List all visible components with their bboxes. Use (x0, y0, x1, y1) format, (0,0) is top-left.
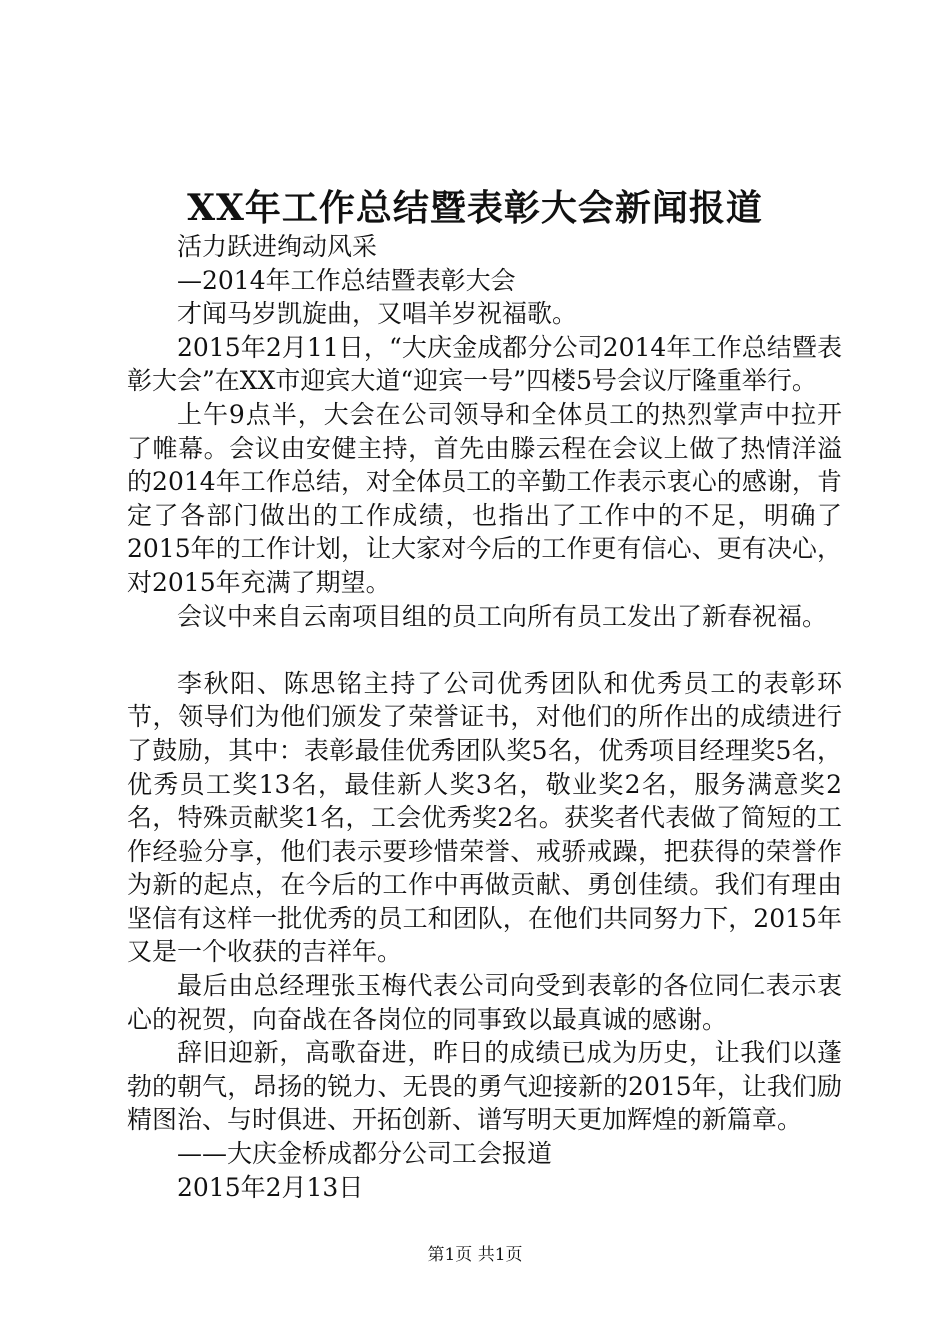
paragraph-couplet: 才闻马岁凯旋曲，又唱羊岁祝福歌。 (177, 299, 578, 329)
article-body (127, 230, 842, 1204)
paragraph-closing-thanks: 最后由总经理张玉梅代表公司向受到表彰的各位同仁表示衷心的祝贺，向奋战在各岗位的同事致以最真诚的感谢。 (127, 971, 842, 1034)
paragraph-awards: 李秋阳、陈思铭主持了公司优秀团队和优秀员工的表彰环节，领导们为他们颁发了荣誉证书，对他们的所作出的成绩进行了鼓励，其中：表彰最佳优秀团队奖5名，优秀项目经理奖5名，优秀员工奖13名，最佳新人奖3名，敬业奖2名，服务满意奖2名，特殊贡献奖1名，工会优秀奖2名。获奖者代表做了简短的工作经验分享，他们表示要珍惜荣誉、戒骄戒躁，把获得的荣誉作为新的起点，在今后的工作中再做贡献、勇创佳绩。我们有理由坚信有这样一批优秀的员工和团队，在他们共同努力下，2015年又是一个收获的吉祥年。 (127, 668, 842, 967)
paragraph-slogan: 活力跃进绚动风采 (177, 232, 378, 261)
paragraph-date: 2015年2月13日 (177, 1172, 364, 1202)
paragraph-outlook: 辞旧迎新，高歌奋进，昨日的成绩已成为历史，让我们以蓬勃的朝气，昂扬的锐力、无畏的勇气迎接新的2015年，让我们励精图治、与时俱进、开拓创新、谱写明天更加辉煌的新篇章。 (127, 1038, 842, 1135)
paragraph-opening: 上午9点半，大会在公司领导和全体员工的热烈掌声中拉开了帷幕。会议由安健主持，首先由滕云程在会议上做了热情洋溢的2014年工作总结，对全体员工的辛勤工作表示衷心的感谢，肯定了各部门做出的工作成绩，也指出了工作中的不足，明确了2015年的工作计划，让大家对今后的工作更有信心、更有决心，对2015年充满了期望。 (127, 399, 842, 597)
page-title: XX年工作总结暨表彰大会新闻报道 (187, 187, 763, 229)
blank-line (127, 633, 842, 667)
paragraph-event: 2015年2月11日，“大庆金成都分公司2014年工作总结暨表彰大会”在XX市迎宾大道“迎宾一号”四楼5号会议厅隆重举行。 (127, 332, 842, 396)
paragraph-greetings: 会议中来自云南项目组的员工向所有员工发出了新春祝福。 (177, 601, 828, 631)
paragraph-subtitle: —2014年工作总结暨表彰大会 (177, 265, 516, 295)
paragraph-byline: ——大庆金桥成都分公司工会报道 (177, 1139, 553, 1169)
page-footer: 第1页 共1页 (427, 1245, 523, 1265)
